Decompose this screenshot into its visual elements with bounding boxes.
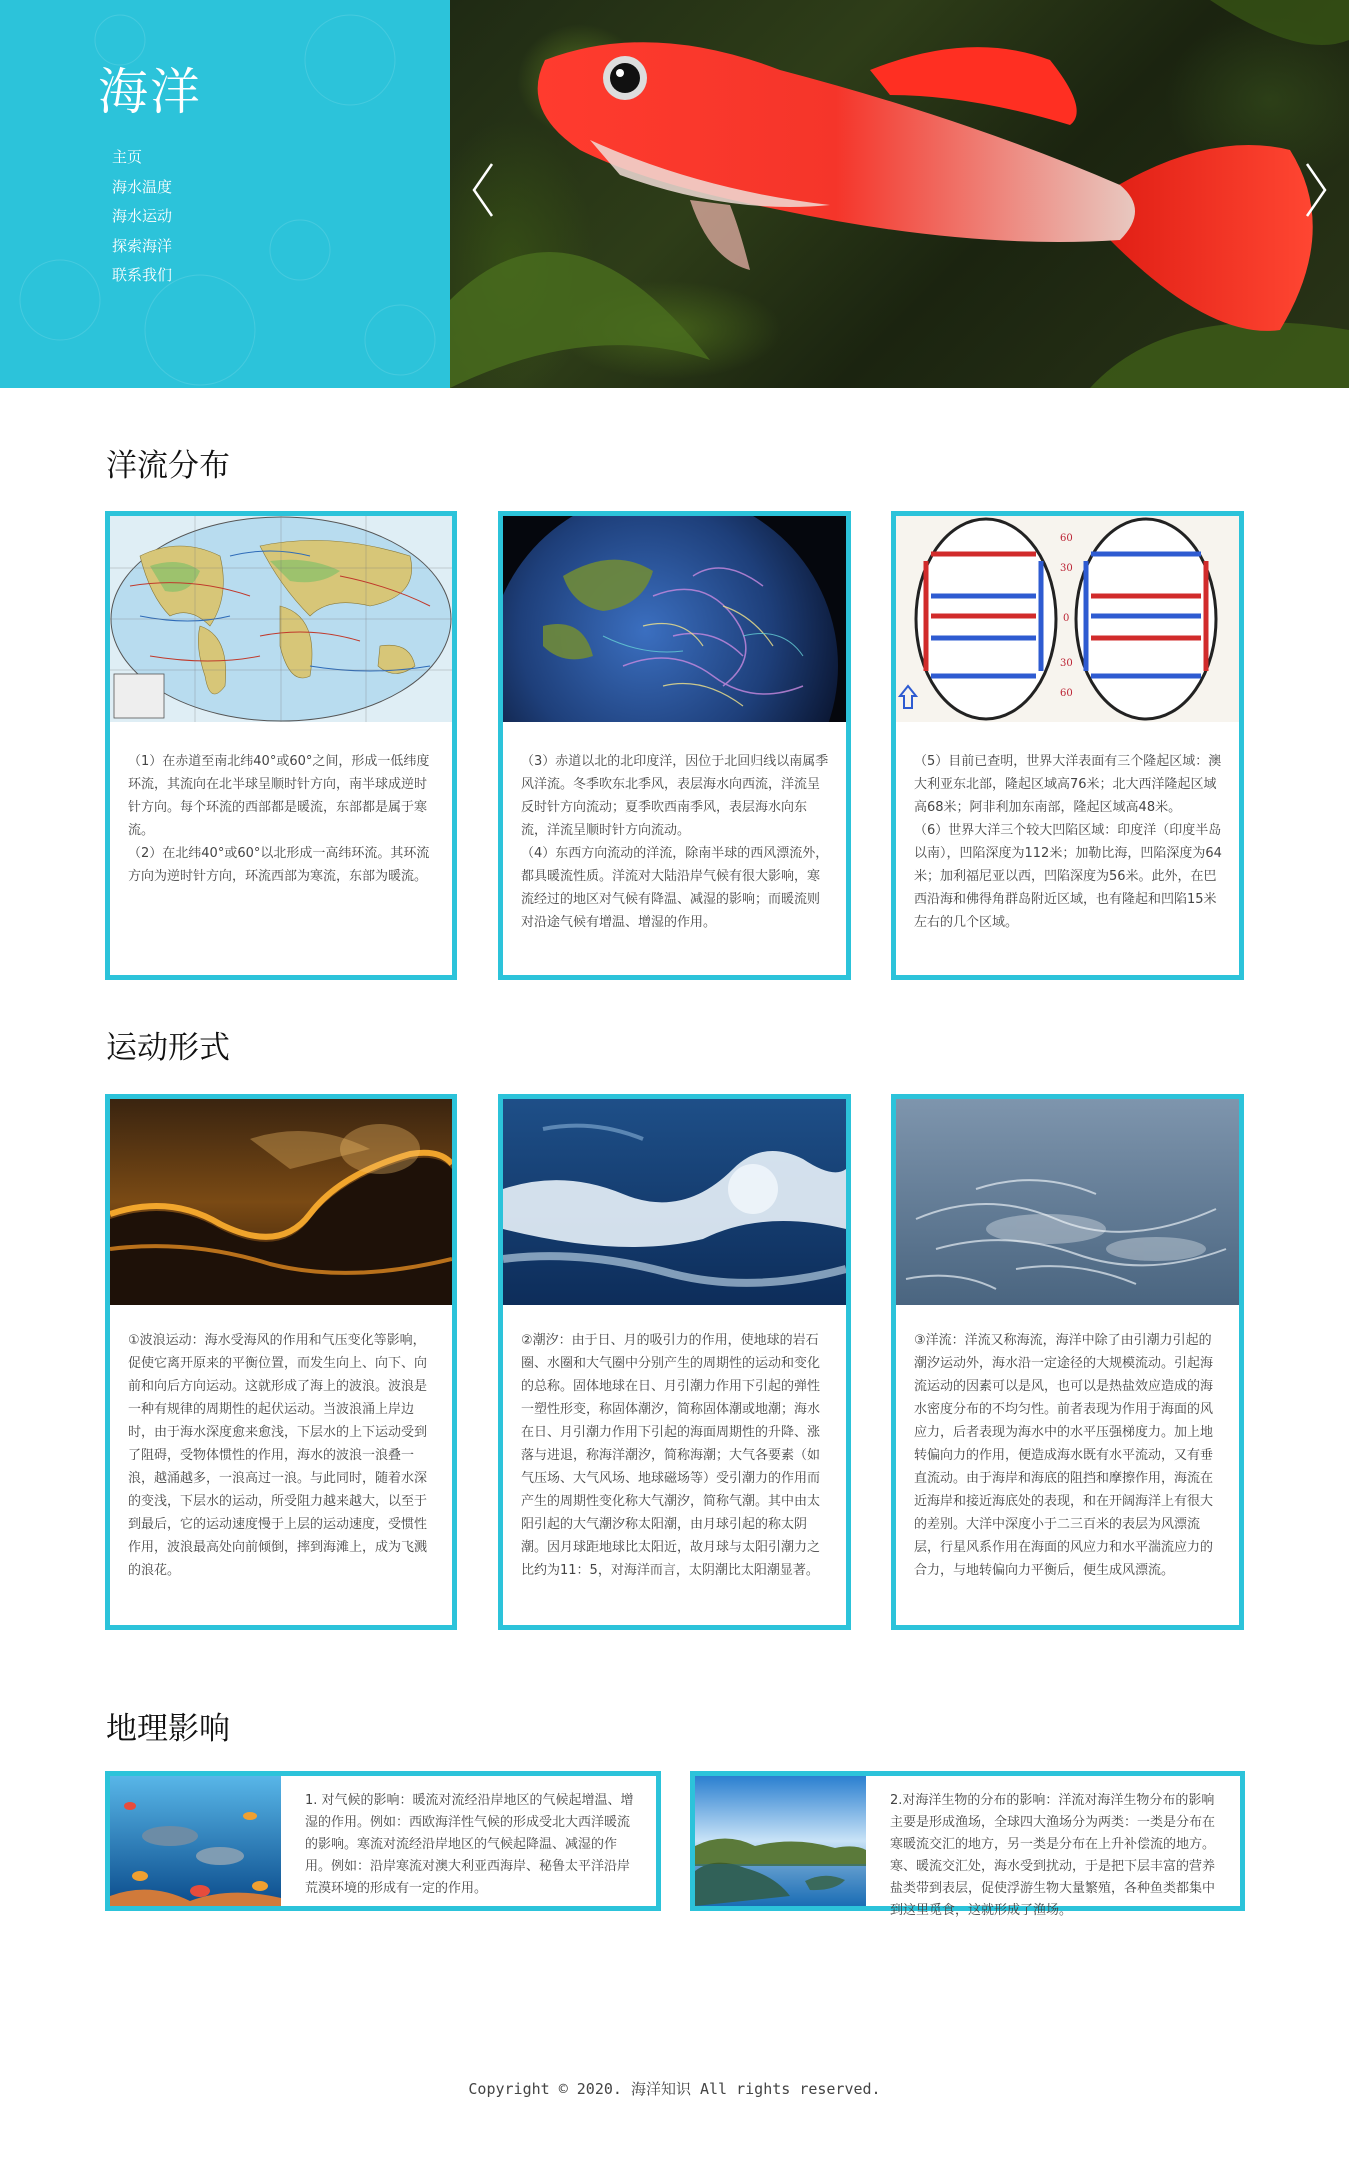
coastline-image	[695, 1776, 866, 1906]
chevron-left-icon	[468, 160, 498, 220]
carousel-banner	[450, 0, 1349, 388]
currents-diagram-image	[896, 516, 1239, 722]
sidebar-pattern	[0, 0, 450, 388]
card-text: 1. 对气候的影响：暖流对流经沿岸地区的气候起增温、增湿的作用。例如：西欧海洋性气候的形成受北大西洋暖流的影响。寒流对流经沿岸地区的气候起降温、减湿的作用。例如：沿岸寒流对澳大利亚西海岸、秘鲁太平洋沿岸荒漠环境的形成有一定的作用。	[305, 1793, 634, 1896]
chevron-right-icon	[1301, 160, 1331, 220]
nav-item-motion[interactable]: 海水运动	[112, 207, 173, 225]
section-title-geo: 地理影响	[106, 1711, 230, 1747]
motion-card-3	[891, 1094, 1244, 1630]
section-title-motion: 运动形式	[106, 1030, 230, 1066]
hero	[0, 0, 1349, 388]
nav-item-contact[interactable]: 联系我们	[112, 266, 173, 284]
current-card-2	[498, 511, 851, 980]
svg-text:30: 30	[1060, 658, 1073, 669]
card-text: （1）在赤道至南北纬40°或60°之间，形成一低纬度环流，其流向在北半球呈顺时针方向，南半球成逆时针方向。每个环流的西部都是暖流，东部都是属于寒流。 （2）在北纬40°或60°以北形成一高纬环流。其环流方向为逆时针方向，环流西部为寒流，东部为暖流。	[128, 754, 430, 884]
card-text: ②潮汐：由于日、月的吸引力的作用，使地球的岩石圈、水圈和大气圈中分别产生的周期性的运动和变化的总称。固体地球在日、月引潮力作用下引起的弹性一塑性形变，称固体潮汐，简称固体潮或地潮；海水在日、月引潮力作用下引起的海面周期性的升降、涨落与进退，称海洋潮汐，简称海潮；大气各要素（如气压场、大气风场、地球磁场等）受引潮力的作用而产生的周期性变化称大气潮汐，简称气潮。其中由太阳引起的大气潮汐称太阳潮，由月球引起的称太阴潮。因月球距地球比太阳近，故月球与太阳引潮力之比约为11：5，对海洋而言，太阴潮比太阳潮显著。	[521, 1333, 821, 1578]
card-text: （3）赤道以北的北印度洋，因位于北回归线以南属季风洋流。冬季吹东北季风，表层海水向西流，洋流呈反时针方向流动；夏季吹西南季风，表层海水向东流，洋流呈顺时针方向流动。 （4）东西方向流动的洋流，除南半球的西风漂流外，都具暖流性质。洋流对大陆沿岸气候有很大影响，寒流经过的地区对气候有降温、减湿的影响；而暖流则对沿途气候有增温、增湿的作用。	[521, 754, 829, 930]
card-text: （5）目前已查明，世界大洋表面有三个隆起区域：澳大利亚东北部，隆起区域高76米；北大西洋隆起区域高68米；阿非利加东南部，隆起区域高48米。 （6）世界大洋三个较大凹陷区域：印度洋（印度半岛以南），凹陷深度为112米；加勒比海，凹陷深度为64米；加利福尼亚以西，凹陷深度为56米。此外，在巴西沿海和佛得角群岛附近区域，也有隆起和凹陷15米左右的几个区域。	[914, 754, 1222, 930]
world-map-image	[110, 516, 452, 722]
carousel-prev-button[interactable]	[468, 160, 498, 220]
card-text: ③洋流：洋流又称海流，海洋中除了由引潮力引起的潮汐运动外，海水沿一定途径的大规模流动。引起海流运动的因素可以是风，也可以是热盐效应造成的海水密度分布的不均匀性。前者表现为作用于海面的风应力，后者表现为海水中的水平压强梯度力。加上地转偏向力的作用，便造成海水既有水平流动，又有垂直流动。由于海岸和海底的阻挡和摩擦作用，海流在近海岸和接近海底处的表现，和在开阔海洋上有很大的差别。大洋中深度小于二三百米的表层为风漂流层，行星风系作用在海面的风应力和水平湍流应力的合力，与地转偏向力平衡后，便生成风漂流。	[914, 1333, 1214, 1578]
nav-item-explore[interactable]: 探索海洋	[112, 236, 173, 255]
ocean-swirl-image	[896, 1099, 1239, 1305]
card-text: ①波浪运动：海水受海风的作用和气压变化等影响，促使它离开原来的平衡位置，而发生向上、向下、向前和向后方向运动。这就形成了海上的波浪。波浪是一种有规律的周期性的起伏运动。当波浪涌上岸边时，由于海水深度愈来愈浅，下层水的上下运动受到了阻碍，受物体惯性的作用，海水的波浪一浪叠一浪，越涌越多，一浪高过一浪。与此同时，随着水深的变浅，下层水的运动，所受阻力越来越大，以至于到最后，它的运动速度慢于上层的运动速度，受惯性作用，波浪最高处向前倾倒，摔到海滩上，成为飞溅的浪花。	[128, 1333, 428, 1578]
svg-text:30: 30	[1060, 563, 1073, 574]
svg-text:60: 60	[1060, 688, 1073, 699]
geo-card-1	[105, 1771, 661, 1911]
underwater-fish-image	[110, 1776, 281, 1906]
carousel-next-button[interactable]	[1301, 160, 1331, 220]
current-card-1	[105, 511, 457, 980]
card-text: 2.对海洋生物的分布的影响：洋流对海洋生物分布的影响主要是形成渔场，全球四大渔场分为两类：一类是分布在寒暖流交汇的地方，另一类是分布在上升补偿流的地方。寒、暖流交汇处，海水受到扰动，于是把下层丰富的营养盐类带到表层，促使浮游生物大量繁殖，各种鱼类都集中到这里觅食，这就形成了渔场。	[890, 1793, 1216, 1918]
geo-card-2	[690, 1771, 1245, 1918]
earth-globe-image	[503, 516, 846, 722]
site-logo[interactable]: 海洋	[98, 63, 202, 121]
section-title-currents: 洋流分布	[106, 448, 230, 484]
current-card-3	[891, 511, 1244, 980]
nav-item-home[interactable]: 主页	[112, 148, 143, 166]
red-fish-image	[450, 0, 1349, 388]
motion-card-1	[105, 1094, 457, 1630]
main-nav	[112, 143, 172, 291]
motion-card-2	[498, 1094, 851, 1630]
nav-item-temperature[interactable]: 海水温度	[112, 177, 173, 196]
svg-text:0: 0	[1063, 613, 1070, 624]
sidebar	[0, 0, 450, 388]
blue-wave-image	[503, 1099, 846, 1305]
svg-text:60: 60	[1060, 533, 1073, 544]
golden-wave-image	[110, 1099, 452, 1305]
footer-copyright: Copyright © 2020. 海洋知识 All rights reserved.	[468, 2080, 881, 2098]
